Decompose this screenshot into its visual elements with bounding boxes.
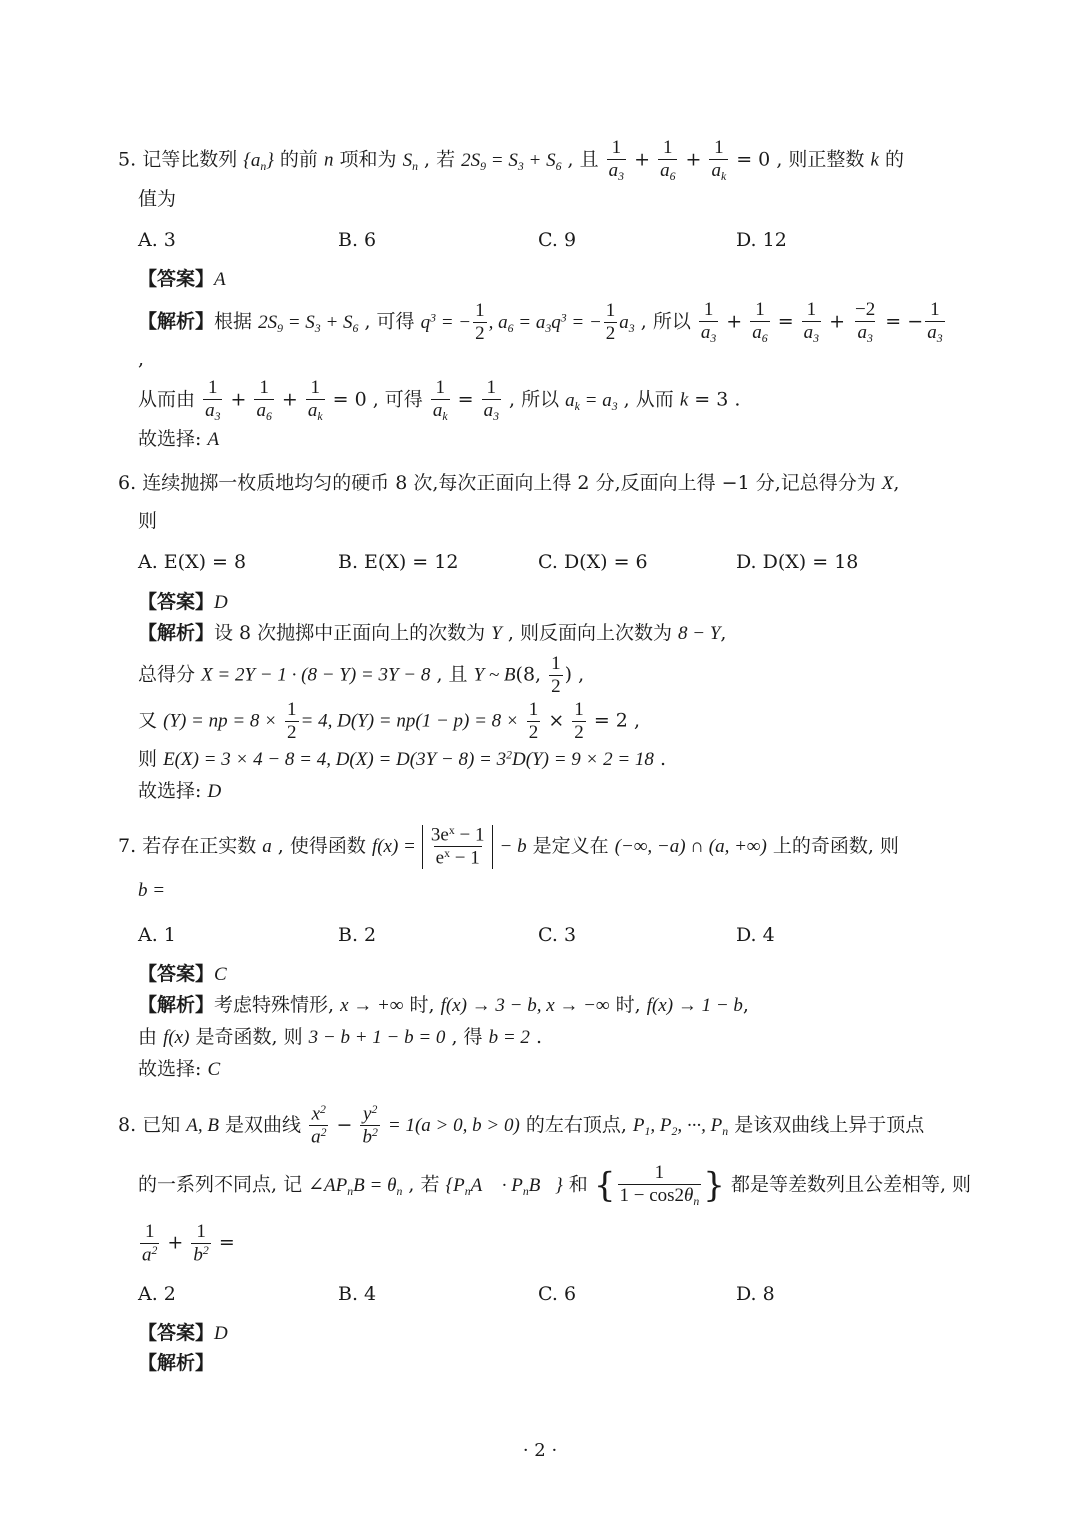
q6-answer bbox=[138, 591, 228, 615]
q8-stem-f: , 若 bbox=[408, 1173, 440, 1196]
q8-stem-a: 已知 bbox=[142, 1113, 181, 1136]
q6-analysis-line1: 【解析】设 8 次抛掷中正面向上的次数为 Y , 则反面向上次数为 8 − Y, bbox=[138, 622, 727, 644]
q6-analysis-line2: 总得分 X = 2Y − 1 · (8 − Y) = 3Y − 8 , 且 Y ~ B(8, $\frac{1}{2}$ ) , bbox=[138, 653, 585, 697]
q5-a1: 根据 bbox=[214, 310, 253, 333]
q7-choice-d: D. 4 bbox=[736, 924, 775, 946]
q7-number: 7. bbox=[118, 834, 137, 857]
q6-choice-b: B. E(X) = 12 bbox=[338, 551, 459, 573]
q5-answer-label: 【答案】 bbox=[138, 268, 215, 290]
q7-stem-line2: b = bbox=[138, 880, 166, 901]
q7-answer-label: 【答案】 bbox=[138, 963, 215, 985]
q5-choice-c: C. 9 bbox=[538, 229, 577, 251]
q6-c1: 又 bbox=[138, 709, 158, 732]
q5-choose-label: 故选择: bbox=[138, 428, 202, 450]
q7-choose bbox=[138, 1058, 220, 1082]
q6-b1: 总得分 bbox=[138, 663, 196, 686]
page-number: · 2 · bbox=[522, 1440, 558, 1461]
q8-answer bbox=[138, 1322, 228, 1346]
q8-stem-line1: 8. 已知 A, B 是双曲线 $\frac{x^2}{a^2}$ − $\frac{y^2}{b^2}$ = 1(a > 0, b > 0) 的左右顶点, $P_1$, $P_2$, ···, $P_n$ 是该双曲线上异于顶点 bbox=[118, 1103, 925, 1148]
q5-choice-d: D. 12 bbox=[736, 229, 787, 251]
q6-a1: 设 8 次抛掷中正面向上的次数为 bbox=[214, 622, 486, 644]
q8-choice-b: B. 4 bbox=[338, 1283, 377, 1305]
q6-choice-a: A. E(X) = 8 bbox=[138, 551, 247, 573]
q8-stem-d: 是该双曲线上异于顶点 bbox=[734, 1113, 925, 1136]
q5-a3: , 所以 bbox=[640, 310, 691, 333]
q5-b1: 从而由 bbox=[138, 388, 196, 411]
q5-stem-g: 的 bbox=[884, 148, 904, 171]
q7-analysis-line1: 【解析】考虑特殊情形, x → +∞ 时, f(x) → 3 − b, x → −∞ 时, f(x) → 1 − b, bbox=[138, 994, 749, 1016]
q6-stem-line2: 则 bbox=[138, 510, 158, 532]
q7-stem-b: , 使得函数 bbox=[277, 834, 366, 857]
q7-answer bbox=[138, 963, 227, 987]
q5-analysis-label: 【解析】 bbox=[138, 310, 215, 333]
q7-answer-value: C bbox=[214, 964, 227, 985]
q5-answer-value: A bbox=[214, 269, 226, 290]
q8-stem-line2: 的一系列不同点, 记 $\angle AP_nB = \theta_n$ , 若 {$P_nA⃗$ · $P_nB⃗$} 和 { $\frac{1}{1 - \cos 2\theta_n}$ } 都是等差数列且公差相等, 则 bbox=[138, 1162, 972, 1209]
q8-stem-c: 的左右顶点, bbox=[525, 1113, 627, 1136]
q7-choice-c: C. 3 bbox=[538, 924, 577, 946]
q7-b3: , 得 bbox=[451, 1026, 483, 1048]
q5-choice-b: B. 6 bbox=[338, 229, 377, 251]
q8-answer-value: D bbox=[214, 1323, 228, 1344]
q8-choice-a: A. 2 bbox=[138, 1283, 176, 1305]
q7-choose-value: C bbox=[207, 1059, 221, 1080]
q8-stem-line3: $\frac{1}{a^2}$ + $\frac{1}{b^2}$ = bbox=[142, 1221, 235, 1266]
q6-choose-value: D bbox=[207, 781, 222, 802]
q6-c2: , bbox=[633, 709, 640, 732]
q8-number: 8. bbox=[118, 1113, 137, 1136]
q7-stem-a: 若存在正实数 bbox=[142, 834, 257, 857]
q7-analysis-label: 【解析】 bbox=[138, 994, 215, 1016]
q6-b3: , bbox=[578, 663, 585, 686]
q7-stem-d: 上的奇函数, 则 bbox=[772, 834, 899, 857]
q5-stem-b: 的前 bbox=[279, 148, 318, 171]
q8-stem-h: 都是等差数列且公差相等, 则 bbox=[730, 1173, 972, 1196]
q6-stem-line1: 6. 连续抛掷一枚质地均匀的硬币 8 次,每次正面向上得 2 分,反面向上得 −1 分,记总得分为 X, bbox=[118, 472, 900, 494]
q6-answer-label: 【答案】 bbox=[138, 591, 215, 613]
q5-stem-e: , 且 bbox=[567, 148, 599, 171]
q5-choose bbox=[138, 428, 219, 452]
q5-analysis-comma: , bbox=[138, 348, 145, 370]
q5-stem-line2: 值为 bbox=[138, 188, 177, 210]
q6-stem-b: , bbox=[893, 472, 900, 494]
q7-b1: 由 bbox=[138, 1026, 158, 1048]
q6-choice-c: C. D(X) = 6 bbox=[538, 551, 648, 573]
q6-choose bbox=[138, 780, 221, 804]
q5-b3: , 所以 bbox=[509, 388, 560, 411]
q7-choice-a: A. 1 bbox=[138, 924, 176, 946]
q7-stem-c: 是定义在 bbox=[532, 834, 609, 857]
q5-answer bbox=[138, 268, 226, 292]
q6-b2: , 且 bbox=[436, 663, 468, 686]
q8-stem-e: 的一系列不同点, 记 bbox=[138, 1173, 303, 1196]
q6-answer-value: D bbox=[214, 592, 228, 613]
q6-d1: 则 bbox=[138, 748, 158, 770]
q7-analysis-line2: 由 f(x) 是奇函数, 则 3 − b + 1 − b = 0 , 得 b = 2 . bbox=[138, 1026, 543, 1048]
q7-choose-label: 故选择: bbox=[138, 1058, 202, 1080]
q5-stem-f: , 则正整数 bbox=[776, 148, 865, 171]
q7-b4: . bbox=[535, 1026, 543, 1048]
q5-analysis-line2: 从而由 $\frac{1}{a_3}$ + $\frac{1}{a_6}$ + $\frac{1}{a_k}$ = 0 , 可得 $\frac{1}{a_k}$ = $\frac{1}{a_3}$ , 所以 $a_k = a_3$ , 从而 k = 3 . bbox=[138, 377, 741, 424]
q5-stem-a: 记等比数列 bbox=[142, 148, 238, 171]
q8-analysis bbox=[138, 1352, 214, 1375]
q6-analysis-line4: 则 E(X) = 3 × 4 − 8 = 4, $D(X) = D(3Y - 8) = 3^2D(Y) = 9 \times 2 = 18$ . bbox=[138, 748, 666, 770]
q5-stem-c: 项和为 bbox=[339, 148, 397, 171]
q7-stem-line1: 7. 若存在正实数 a , 使得函数 f(x) = $\frac{3e^x - 1}{e^x - 1}$ − b 是定义在 (−∞, −a) ∩ (a, +∞) 上的奇函数, 则 bbox=[118, 824, 899, 869]
q8-stem-g: 和 bbox=[568, 1173, 588, 1196]
q8-choice-d: D. 8 bbox=[736, 1283, 775, 1305]
q5-analysis-line1: 【解析】根据 $2S_9 = S_3 + S_6$ , 可得 $q^3$ = − $\frac{1}{2}$ , $a_6 = a_3q^3$ = − $\frac{1}{2}$ $a_3$ , 所以 $\frac{1}{a_3}$ + $\frac{1}{a_6}$ = $\frac{1}{a_3}$ + $\frac{-2}{a_3}$ = − $\frac{1}{a_3}$ bbox=[138, 299, 943, 346]
q5-choose-value: A bbox=[207, 429, 220, 450]
q6-stem-a: 连续抛掷一枚质地均匀的硬币 8 次,每次正面向上得 2 分,反面向上得 −1 分,记总得分为 bbox=[142, 472, 876, 494]
q5-a2: , 可得 bbox=[364, 310, 415, 333]
q6-a2: , 则反面向上次数为 bbox=[507, 622, 672, 644]
q6-analysis-label: 【解析】 bbox=[138, 622, 215, 644]
q6-choice-d: D. D(X) = 18 bbox=[736, 551, 859, 573]
q7-b2: 是奇函数, 则 bbox=[195, 1026, 303, 1048]
q7-a3: 时, bbox=[615, 994, 641, 1016]
q5-b2: , 可得 bbox=[372, 388, 423, 411]
q5-choice-a: A. 3 bbox=[138, 229, 176, 251]
q8-analysis-label: 【解析】 bbox=[138, 1352, 215, 1374]
q7-a2: 时, bbox=[409, 994, 435, 1016]
q6-d2: . bbox=[659, 748, 666, 770]
q6-analysis-line3: 又 (Y) = np = 8 × $\frac{1}{2}$ = 4, D(Y) = np(1 − p) = 8 × $\frac{1}{2}$ × $\frac{1}{2}$ = 2 , bbox=[138, 699, 640, 743]
q7-choice-b: B. 2 bbox=[338, 924, 377, 946]
q7-a4: , bbox=[742, 994, 749, 1016]
q8-answer-label: 【答案】 bbox=[138, 1322, 215, 1344]
q8-choice-c: C. 6 bbox=[538, 1283, 577, 1305]
q5-stem-line1: 5. 记等比数列 $\{a_n\}$ 的前 n 项和为 $S_n$ , 若 $2S_9 = S_3 + S_6$ , 且 $\frac{1}{a_3}$ + $\frac{1}{a_6}$ + $\frac{1}{a_k}$ = 0 , 则正整数 k 的 bbox=[118, 137, 904, 184]
q5-b4: , 从而 bbox=[623, 388, 674, 411]
q8-stem-b: 是双曲线 bbox=[225, 1113, 302, 1136]
q5-stem-d: , 若 bbox=[424, 148, 456, 171]
q6-choose-label: 故选择: bbox=[138, 780, 202, 802]
q5-b5: . bbox=[734, 388, 741, 411]
q6-number: 6. bbox=[118, 472, 137, 494]
q5-number: 5. bbox=[118, 148, 137, 171]
q6-a3: , bbox=[720, 622, 727, 644]
q7-a1: 考虑特殊情形, bbox=[214, 994, 335, 1016]
